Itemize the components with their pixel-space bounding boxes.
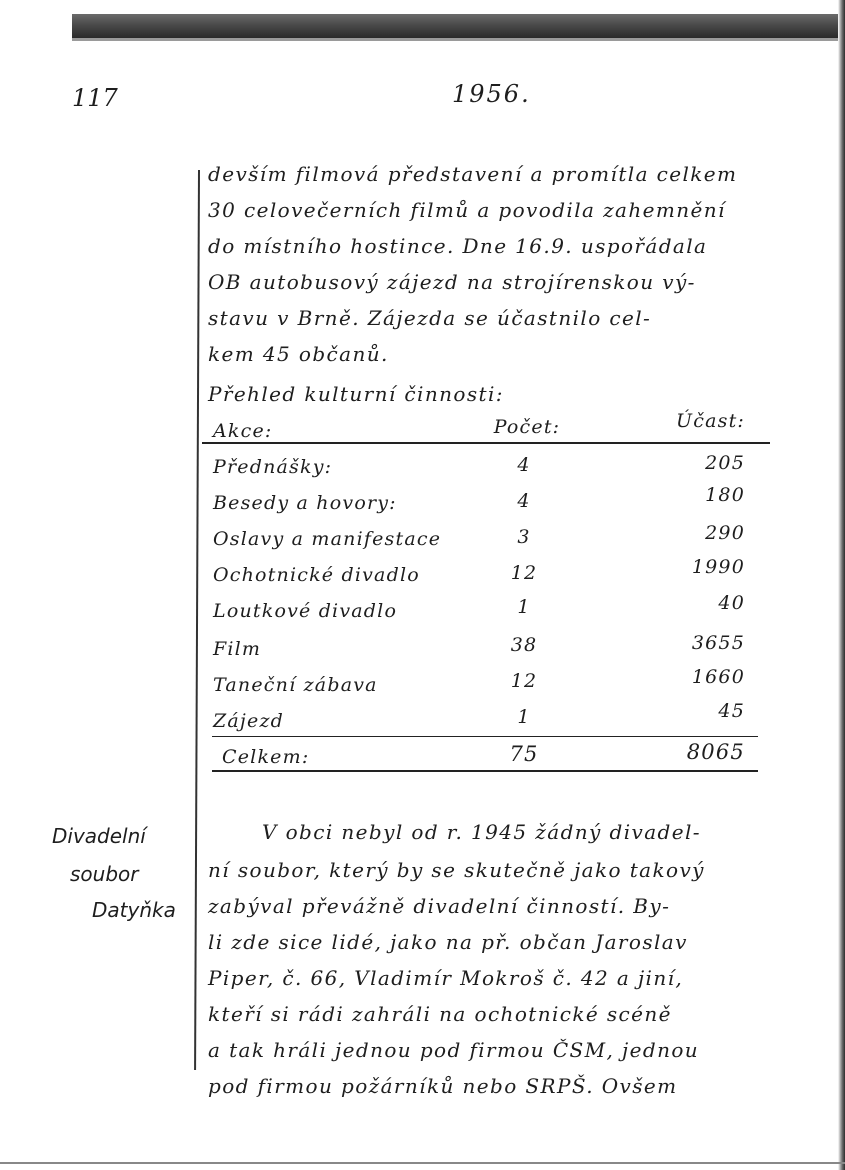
margin-note-line: Datyňka xyxy=(92,898,176,922)
section-line: zabýval převážně divadelní činností. By- xyxy=(208,894,671,918)
section-line: kteří si rádi zahráli na ochotnické scéně xyxy=(208,1002,672,1026)
margin-rule xyxy=(194,170,200,1070)
row-count: 38 xyxy=(510,634,538,656)
section-line: Piper, č. 66, Vladimír Mokroš č. 42 a jiní, xyxy=(208,966,684,990)
row-count: 12 xyxy=(510,670,538,692)
section-line: V obci nebyl od r. 1945 žádný divadel- xyxy=(262,820,701,844)
row-label: Film xyxy=(213,638,262,660)
margin-note-line: Divadelní xyxy=(52,824,146,848)
header-participants: Účast: xyxy=(676,410,745,432)
row-count: 4 xyxy=(517,454,531,476)
intro-line: OB autobusový zájezd na strojírenskou vý- xyxy=(208,270,696,294)
row-count: 1 xyxy=(517,706,531,728)
row-participants: 1990 xyxy=(691,556,745,578)
header-label: Akce: xyxy=(213,420,273,442)
row-label: Loutkové divadlo xyxy=(213,600,398,622)
row-label: Oslavy a manifestace xyxy=(213,528,442,550)
total-count: 75 xyxy=(509,742,539,766)
row-participants: 40 xyxy=(718,592,745,614)
row-label: Ochotnické divadlo xyxy=(213,564,420,586)
intro-line: kem 45 občanů. xyxy=(208,342,389,366)
scan-right-edge xyxy=(838,0,845,1170)
row-participants: 180 xyxy=(705,484,745,506)
row-participants: 45 xyxy=(718,700,745,722)
section-line: ní soubor, který by se skutečně jako takový xyxy=(208,858,705,882)
intro-line: devším filmová představení a promítla celkem xyxy=(208,162,738,186)
table-title: Přehled kulturní činnosti: xyxy=(208,382,504,406)
page-number: 117 xyxy=(72,84,118,112)
row-count: 3 xyxy=(517,526,531,548)
row-count: 1 xyxy=(517,596,531,618)
row-label: Taneční zábava xyxy=(213,674,378,696)
intro-line: stavu v Brně. Zájezda se účastnilo cel- xyxy=(208,306,652,330)
row-participants: 1660 xyxy=(691,666,745,688)
scan-edge-line xyxy=(72,38,845,41)
table-bottom-rule xyxy=(212,770,758,772)
row-participants: 3655 xyxy=(691,632,745,654)
section-line: pod firmou požárníků nebo SRPŠ. Ovšem xyxy=(208,1074,678,1098)
margin-note-line: soubor xyxy=(70,862,139,886)
total-participants: 8065 xyxy=(686,740,745,764)
row-count: 12 xyxy=(510,562,538,584)
row-label: Besedy a hovory: xyxy=(213,492,397,514)
row-count: 4 xyxy=(517,490,531,512)
table-total-rule xyxy=(212,736,758,737)
table-header-rule xyxy=(202,442,770,444)
chronicle-year: 1956. xyxy=(452,80,531,108)
section-line: a tak hráli jednou pod firmou ČSM, jednou xyxy=(208,1038,700,1062)
row-participants: 290 xyxy=(705,522,745,544)
row-label: Zájezd xyxy=(213,710,285,732)
scan-bottom-edge xyxy=(0,1162,845,1164)
section-line: li zde sice lidé, jako na př. občan Jaroslav xyxy=(208,930,688,954)
header-count: Počet: xyxy=(493,416,561,438)
scan-edge-shadow xyxy=(72,14,845,38)
intro-line: 30 celovečerních filmů a povodila zahemnění xyxy=(208,198,726,222)
row-participants: 205 xyxy=(705,452,745,474)
row-label: Přednášky: xyxy=(213,456,333,478)
total-label: Celkem: xyxy=(222,746,310,768)
intro-line: do místního hostince. Dne 16.9. uspořádala xyxy=(208,234,708,258)
